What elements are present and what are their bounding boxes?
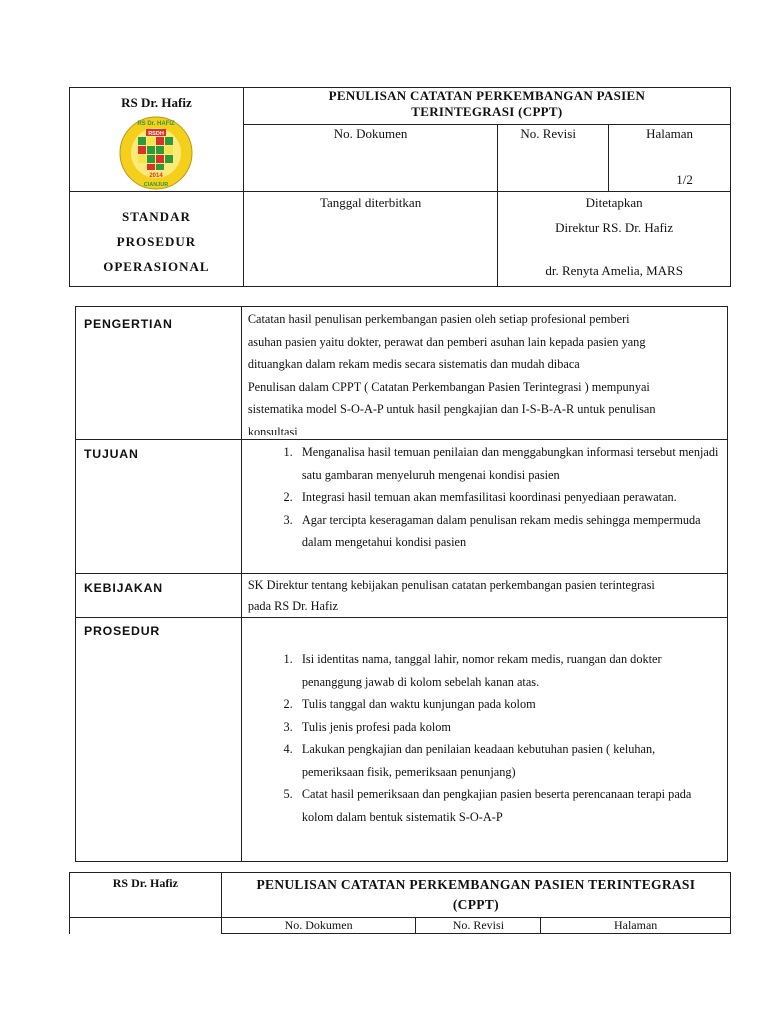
direktur-name: dr. Renyta Amelia, MARS	[545, 263, 683, 278]
pengertian-line: dituangkan dalam rekam medis secara sistematis dan mudah dibaca	[247, 357, 580, 371]
halaman-cell	[609, 125, 731, 192]
sop-body-table	[75, 306, 728, 862]
footer-no-revisi: No. Revisi	[416, 918, 541, 934]
logo-badge-text: RSDH	[148, 131, 165, 137]
prosedur-item: 1. Isi identitas nama, tanggal lahir, nomor rekam medis, ruangan dan dokter penanggung jawab di kolom sebelah kanan atas.	[296, 648, 719, 693]
logo-bottom-text: CIANJUR	[144, 182, 169, 188]
hospital-name: RS Dr. Hafiz	[121, 95, 192, 110]
sop-label-cell	[70, 192, 244, 287]
sop-header-table	[69, 87, 731, 287]
kebijakan-line: pada RS Dr. Hafiz	[247, 599, 338, 613]
kebijakan-line: SK Direktur tentang kebijakan penulisan catatan perkembangan pasien terintegrasi	[247, 578, 655, 592]
tujuan-item: 3. Agar tercipta keseragaman dalam penulisan rekam medis sehingga mempermuda dalam mengetahui kondisi pasien	[296, 509, 719, 554]
footer-halaman: Halaman	[541, 918, 731, 934]
direktur-label: Direktur RS. Dr. Hafiz	[555, 220, 674, 235]
prosedur-item: 4. Lakukan pengkajian dan penilaian keadaan kebutuhan pasien ( keluhan, pemeriksaan fisik, pemeriksaan penunjang)	[296, 738, 719, 783]
footer-no-dokumen: No. Dokumen	[221, 918, 416, 934]
pengertian-line: sistematika model S-O-A-P untuk hasil pengkajian dan I-S-B-A-R untuk penulisan	[247, 402, 656, 416]
prosedur-item: 5. Catat hasil pemeriksaan dan pengkajian pasien beserta perencanaan terapi pada kolom dalam bentuk sistematik S-O-A-P	[296, 783, 719, 828]
no-dokumen-cell	[243, 125, 497, 192]
logo-year-text: 2014	[149, 173, 164, 179]
tujuan-content	[241, 440, 727, 574]
sop-footer-table	[69, 872, 731, 934]
tanggal-label: Tanggal diterbitkan	[319, 195, 422, 210]
kebijakan-label: KEBIJAKAN	[76, 574, 242, 618]
sop-line3: OPERASIONAL	[103, 259, 210, 274]
no-revisi-label: No. Revisi	[520, 126, 576, 142]
footer-title-cell	[221, 873, 730, 918]
halaman-value: 1/2	[676, 172, 693, 188]
no-dokumen-label: No. Dokumen	[333, 126, 408, 142]
footer-empty-cell	[70, 918, 222, 934]
pengertian-label: PENGERTIAN	[76, 307, 242, 440]
prosedur-item: 3. Tulis jenis profesi pada kolom	[296, 716, 719, 739]
logo-top-text: RS Dr. HAFIZ	[137, 121, 176, 127]
pengertian-line: asuhan pasien yaitu dokter, perawat dan pemberi asuhan lain kepada pasien yang	[247, 334, 646, 349]
tujuan-item: 2. Integrasi hasil temuan akan memfasilitasi koordinasi penyediaan perawatan.	[296, 486, 719, 509]
sop-line1: STANDAR	[121, 209, 191, 224]
tanggal-cell	[243, 192, 497, 287]
tujuan-label: TUJUAN	[76, 440, 242, 574]
prosedur-item: 2. Tulis tanggal dan waktu kunjungan pada kolom	[296, 693, 719, 716]
pengertian-line: konsultasi	[247, 424, 298, 435]
kebijakan-content	[241, 574, 727, 618]
document-title-cell	[243, 88, 730, 125]
document-title-line2: TERINTEGRASI (CPPT)	[411, 104, 563, 119]
ditetapkan-label: Ditetapkan	[585, 195, 643, 210]
pengertian-content	[241, 307, 727, 440]
no-revisi-cell	[498, 125, 609, 192]
footer-title-line2: (CPPT)	[452, 897, 499, 912]
tujuan-item: 1. Menganalisa hasil temuan penilaian dan menggabungkan informasi tersebut menjadi satu gambaran menyeluruh mengenai kondisi pasien	[296, 441, 719, 486]
sop-line2: PROSEDUR	[116, 234, 197, 249]
hospital-cell	[70, 88, 244, 192]
ditetapkan-cell	[498, 192, 731, 287]
prosedur-label: PROSEDUR	[76, 618, 242, 862]
hospital-logo-icon	[118, 115, 194, 191]
pengertian-line: Penulisan dalam CPPT ( Catatan Perkembangan Pasien Terintegrasi ) mempunyai	[247, 379, 650, 394]
footer-hospital-name: RS Dr. Hafiz	[70, 873, 222, 918]
footer-title-line1: PENULISAN CATATAN PERKEMBANGAN PASIEN TERINTEGRASI	[256, 877, 696, 892]
document-title-line1: PENULISAN CATATAN PERKEMBANGAN PASIEN	[328, 88, 646, 103]
pengertian-line: Catatan hasil penulisan perkembangan pasien oleh setiap profesional pemberi	[247, 312, 630, 326]
halaman-label: Halaman	[646, 126, 694, 142]
prosedur-content	[241, 618, 727, 862]
